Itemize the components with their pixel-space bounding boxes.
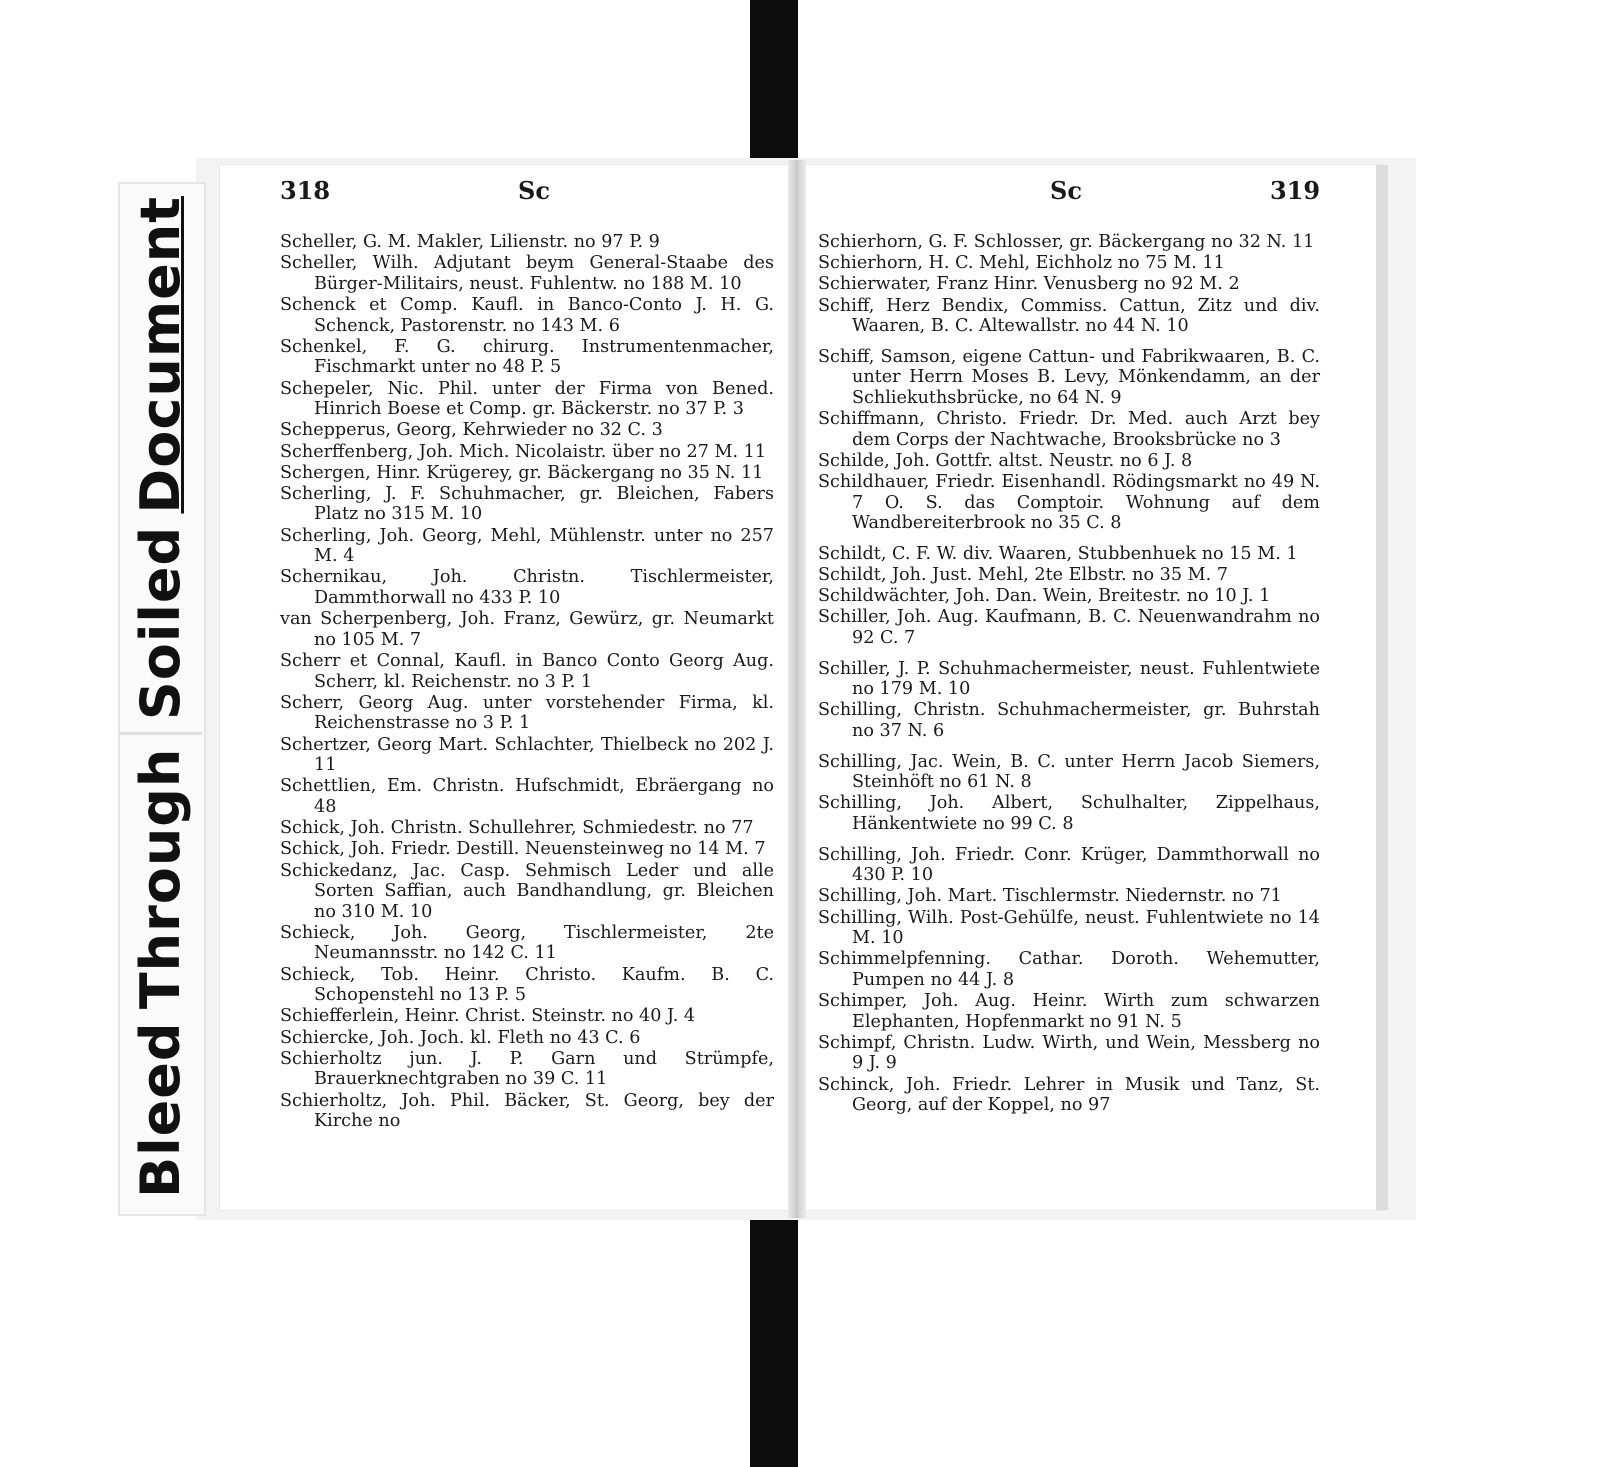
directory-entry: Scheller, G. M. Makler, Lilienstr. no 97 P. 9 <box>280 232 660 252</box>
book-gutter <box>788 160 806 1218</box>
right-page-heading: Sc <box>1050 176 1082 205</box>
directory-entry: Schilde, Joh. Gottfr. altst. Neustr. no 6 J. 8 <box>818 450 1193 471</box>
directory-entry: Schimper, Joh. Aug. Heinr. Wirth zum schwarzen Elephanten, Hopfenmarkt no 91 N. 5 <box>818 991 1320 1032</box>
left-entry-list <box>280 232 774 1132</box>
directory-entry: Schierholtz jun. J. P. Garn und Strümpfe, Brauerknechtgraben no 39 C. 11 <box>280 1048 774 1090</box>
side-label-word-document: Document <box>128 196 192 514</box>
directory-entry: Schilling, Joh. Albert, Schulhalter, Zippelhaus, Hänkentwiete no 99 C. 8 <box>818 793 1320 834</box>
directory-entry: Scherling, Joh. Georg, Mehl, Mühlenstr. unter no 257 M. 4 <box>280 525 774 567</box>
directory-entry: Schernikau, Joh. Christn. Tischlermeister, Dammthorwall no 433 P. 10 <box>280 567 774 609</box>
directory-entry: Schepperus, Georg, Kehrwieder no 32 C. 3 <box>280 420 663 441</box>
directory-entry: Schilling, Jac. Wein, B. C. unter Herrn Jacob Siemers, Steinhöft no 61 N. 8 <box>818 751 1320 793</box>
directory-entry: Schieck, Joh. Georg, Tischlermeister, 2te Neumannsstr. no 142 C. 11 <box>280 922 774 964</box>
directory-entry: Schenkel, F. G. chirurg. Instrumentenmacher, Fischmarkt unter no 48 P. 5 <box>280 336 774 378</box>
directory-entry: Schilling, Wilh. Post-Gehülfe, neust. Fuhlentwiete no 14 M. 10 <box>818 907 1320 949</box>
directory-entry: Schiff, Samson, eigene Cattun- und Fabrikwaaren, B. C. unter Herrn Moses B. Levy, Mönkendamm, an der Schliekuthsbrücke, no 64 N. 9 <box>818 346 1320 408</box>
right-entry-list <box>818 232 1320 1116</box>
directory-entry: Scherr et Connal, Kaufl. in Banco Conto Georg Aug. Scherr, kl. Reichenstr. no 3 P. 1 <box>280 651 774 692</box>
binding-strap-top <box>750 0 798 172</box>
binding-strap-bottom <box>750 1212 798 1467</box>
directory-entry: Schilling, Joh. Mart. Tischlermstr. Niedernstr. no 71 <box>818 886 1282 907</box>
directory-entry: Schiercke, Joh. Joch. kl. Fleth no 43 C. 6 <box>280 1027 641 1048</box>
directory-entry: Scherr, Georg Aug. unter vorstehender Firma, kl. Reichenstrasse no 3 P. 1 <box>280 692 774 734</box>
directory-entry: Schiffmann, Christo. Friedr. Dr. Med. auch Arzt bey dem Corps der Nachtwache, Brooksbrücke no 3 <box>818 409 1320 450</box>
directory-entry: Schimpf, Christn. Ludw. Wirth, und Wein, Messberg no 9 J. 9 <box>818 1032 1320 1074</box>
side-label-word-soiled: Soiled <box>128 525 192 721</box>
left-page-heading: Sc <box>518 176 550 205</box>
side-label-word-through: Through <box>128 747 192 1010</box>
side-label-word-bleed: Bleed <box>128 1021 192 1198</box>
directory-entry: Schiller, J. P. Schuhmachermeister, neust. Fuhlentwiete no 179 M. 10 <box>818 658 1320 700</box>
directory-entry: Schildhauer, Friedr. Eisenhandl. Rödingsmarkt no 49 N. 7 O. S. das Comptoir. Wohnung auf dem Wandbereiterbrook no 35 C. 8 <box>818 472 1320 534</box>
directory-entry: Schiff, Herz Bendix, Commiss. Cattun, Zitz und div. Waaren, B. C. Altewallstr. no 44 N. 10 <box>818 295 1320 337</box>
directory-entry: Schilling, Christn. Schuhmachermeister, gr. Buhrstah no 37 N. 6 <box>818 700 1320 741</box>
directory-entry: Schiller, Joh. Aug. Kaufmann, B. C. Neuenwandrahm no 92 C. 7 <box>818 607 1320 649</box>
directory-entry: Schildwächter, Joh. Dan. Wein, Breitestr. no 10 J. 1 <box>818 586 1271 607</box>
page-edge <box>1376 165 1388 1210</box>
directory-entry: Schimmelpfenning. Cathar. Doroth. Wehemutter, Pumpen no 44 J. 8 <box>818 949 1320 990</box>
directory-entry: Schildt, C. F. W. div. Waaren, Stubbenhuek no 15 M. 1 <box>818 543 1298 564</box>
directory-entry: van Scherpenberg, Joh. Franz, Gewürz, gr. Neumarkt no 105 M. 7 <box>280 609 774 650</box>
directory-entry: Schildt, Joh. Just. Mehl, 2te Elbstr. no 35 M. 7 <box>818 565 1229 586</box>
directory-entry: Schenck et Comp. Kaufl. in Banco-Conto J. H. G. Schenck, Pastorenstr. no 143 M. 6 <box>280 294 774 336</box>
directory-entry: Schierhorn, G. F. Schlosser, gr. Bäckergang no 32 N. 11 <box>818 232 1315 252</box>
directory-entry: Schergen, Hinr. Krügerey, gr. Bäckergang no 35 N. 11 <box>280 462 764 483</box>
directory-entry: Schierhorn, H. C. Mehl, Eichholz no 75 M. 11 <box>818 253 1225 274</box>
directory-entry: Schick, Joh. Friedr. Destill. Neuensteinweg no 14 M. 7 <box>280 839 766 860</box>
right-page-number: 319 <box>1270 176 1321 205</box>
side-label-divider <box>118 732 202 735</box>
directory-entry: Schiefferlein, Heinr. Christ. Steinstr. no 40 J. 4 <box>280 1006 696 1027</box>
side-label <box>118 182 202 1212</box>
directory-entry: Schickedanz, Jac. Casp. Sehmisch Leder und alle Sorten Saffian, auch Bandhandlung, gr. Bleichen no 310 M. 10 <box>280 860 774 922</box>
left-page-number: 318 <box>280 176 331 205</box>
directory-entry: Schettlien, Em. Christn. Hufschmidt, Ebräergang no 48 <box>280 776 774 817</box>
directory-entry: Schick, Joh. Christn. Schullehrer, Schmiedestr. no 77 <box>280 818 754 839</box>
directory-entry: Schilling, Joh. Friedr. Conr. Krüger, Dammthorwall no 430 P. 10 <box>818 844 1320 886</box>
directory-entry: Scheller, Wilh. Adjutant beym General-Staabe des Bürger-Militairs, neust. Fuhlentw. no 188 M. 10 <box>280 253 774 294</box>
directory-entry: Schepeler, Nic. Phil. unter der Firma von Bened. Hinrich Boese et Comp. gr. Bäckerstr. no 37 P. 3 <box>280 378 774 420</box>
directory-entry: Schierholtz, Joh. Phil. Bäcker, St. Georg, bey der Kirche no <box>280 1090 774 1132</box>
directory-entry: Scherling, J. F. Schuhmacher, gr. Bleichen, Fabers Platz no 315 M. 10 <box>280 483 774 525</box>
directory-entry: Schinck, Joh. Friedr. Lehrer in Musik und Tanz, St. Georg, auf der Koppel, no 97 <box>818 1074 1320 1116</box>
directory-entry: Schertzer, Georg Mart. Schlachter, Thielbeck no 202 J. 11 <box>280 734 774 776</box>
directory-entry: Schierwater, Franz Hinr. Venusberg no 92 M. 2 <box>818 274 1240 295</box>
directory-entry: Scherffenberg, Joh. Mich. Nicolaistr. über no 27 M. 11 <box>280 441 767 462</box>
directory-entry: Schieck, Tob. Heinr. Christo. Kaufm. B. C. Schopenstehl no 13 P. 5 <box>280 964 774 1006</box>
